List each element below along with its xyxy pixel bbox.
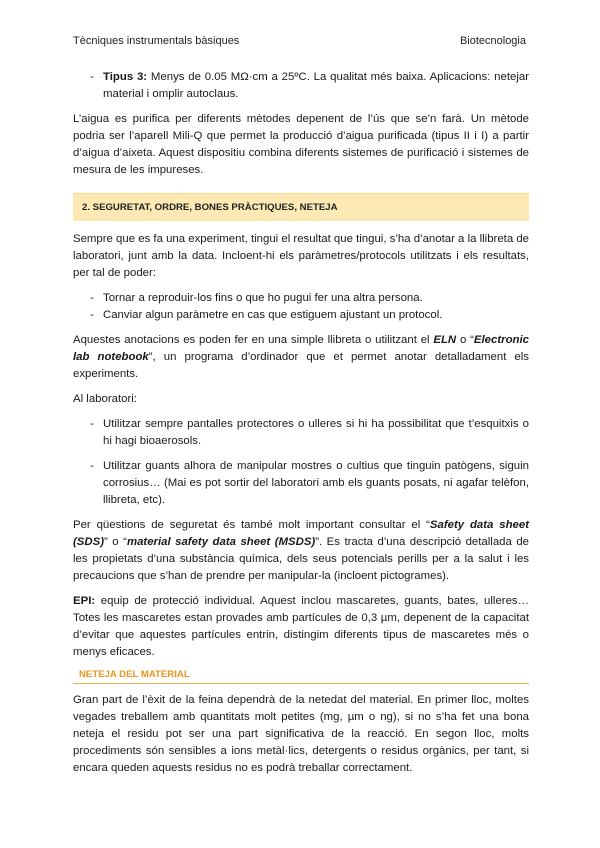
list-item: [73, 307, 529, 324]
term-eln: ELN: [433, 334, 457, 346]
sds-text-1: Per qüestions de seguretat és també molt important consultar el “: [73, 519, 430, 531]
epi-text: equip de protecció individual. Aquest inclou mascaretes, guants, bates, ulleres… Totes les mascaretes estan provades amb partícules de 0,3 µm, depenent de la capacitat d’evitar que aquestes partícules entrin, distingim diferents tipus de mascaretes més o menys eficaces.: [73, 595, 529, 658]
list-item-text: Canviar algun paràmetre en cas que estiguem ajustant un protocol.: [103, 309, 443, 321]
bullet-dash: -: [90, 292, 94, 304]
paragraph-laboratori: Al laboratori:: [73, 393, 137, 405]
sds-text-3: ”. Es tracta d’una descripció detallada de les propietats d’una substància química, dels seus potencials perills per a la salut i les precaucions que s’han de prendre per manipular-la (incloent pictogrames).: [73, 536, 529, 582]
list-item-text: Utilitzar guants alhora de manipular mostres o cultius que tinguin patògens, siguin corrosius… (Mai es pot sortir del laboratori amb els guants posats, ni agafar telèfon, llibreta, etc).: [103, 460, 529, 506]
anotacions-text-3: ”, un programa d’ordinador que et permet anotar detalladament els experiments.: [73, 351, 529, 380]
paragraph-sempre: Sempre que es fa una experiment, tingui el resultat que tingui, s’ha d’anotar a la llibreta de laboratori, junt amb la data. Incloent-hi els paràmetres/protocols utilitzats i els resultats, per tal de poder:: [73, 233, 529, 279]
sds-text-2: ” o “: [104, 536, 127, 548]
paragraph-aigua: L’aigua es purifica per diferents mètodes depenent de l’ús que se’n farà. Un mètode podria ser l’aparell Mili-Q que permet la producció d’aigua purificada (tipus II i I) a partir d’aigua d’aixeta. Aquest dispositiu combina diferents sistemes de purificació i sistemes de mesura de les impureses.: [73, 113, 529, 176]
bullet-dash: -: [90, 460, 94, 472]
bullet-dash: -: [90, 309, 94, 321]
list-item-text: Tornar a reproduir-los fins o que ho pugui fer una altra persona.: [103, 292, 423, 304]
header-subject: Biotecnologia: [459, 35, 526, 47]
term-msds: material safety data sheet (MSDS): [126, 536, 316, 548]
tipus3-text: Menys de 0.05 MΩ·cm a 25ºC. La qualitat més baixa. Aplicacions: netejar material i omplir autoclaus.: [103, 71, 529, 100]
list-item-tipus3: [73, 69, 529, 103]
list-item: [73, 290, 529, 307]
paragraph-anotacions: [73, 332, 529, 383]
tipus3-label: Tipus 3:: [103, 71, 148, 83]
bullet-dash: -: [90, 418, 94, 430]
section-heading: 2. SEGURETAT, ORDRE, BONES PRÀCTIQUES, NETEJA: [73, 193, 529, 221]
anotacions-text-1: Aquestes anotacions es poden fer en una simple llibreta o utilitzant el: [73, 334, 434, 346]
anotacions-text-2: o “: [456, 334, 474, 346]
paragraph-sds: [73, 517, 529, 585]
list-item-text: [103, 69, 529, 103]
header-course-title: Tècniques instrumentals bàsiques: [73, 35, 240, 47]
term-eln-full: Electronic lab notebook: [73, 334, 529, 363]
epi-label: EPI:: [73, 595, 96, 607]
list-item-text: Utilitzar sempre pantalles protectores o ulleres si hi ha possibilitat que t’esquitxis o hi hagi bioaerosols.: [103, 418, 529, 447]
subsection-heading: NETEJA DEL MATERIAL: [73, 669, 529, 684]
page-header: [73, 35, 526, 47]
page-content: [73, 69, 529, 785]
term-sds: Safety data sheet (SDS): [73, 519, 529, 548]
list-item: [73, 458, 529, 509]
list-item: [73, 416, 529, 450]
paragraph-epi: [73, 593, 529, 661]
bullet-dash: -: [90, 71, 94, 83]
paragraph-neteja: Gran part de l’èxit de la feina dependrà de la netedat del material. En primer lloc, moltes vegades treballem amb quantitats molt petites (mg, µm o ng), si no s’ha fet una bona neteja el residu pot ser una part significativa de la reacció. En segon lloc, molts procediments són sensibles a ions metàl·lics, detergents o residus orgànics, per tant, si encara queden aquests residus no es podrà treballar correctament.: [73, 694, 529, 774]
